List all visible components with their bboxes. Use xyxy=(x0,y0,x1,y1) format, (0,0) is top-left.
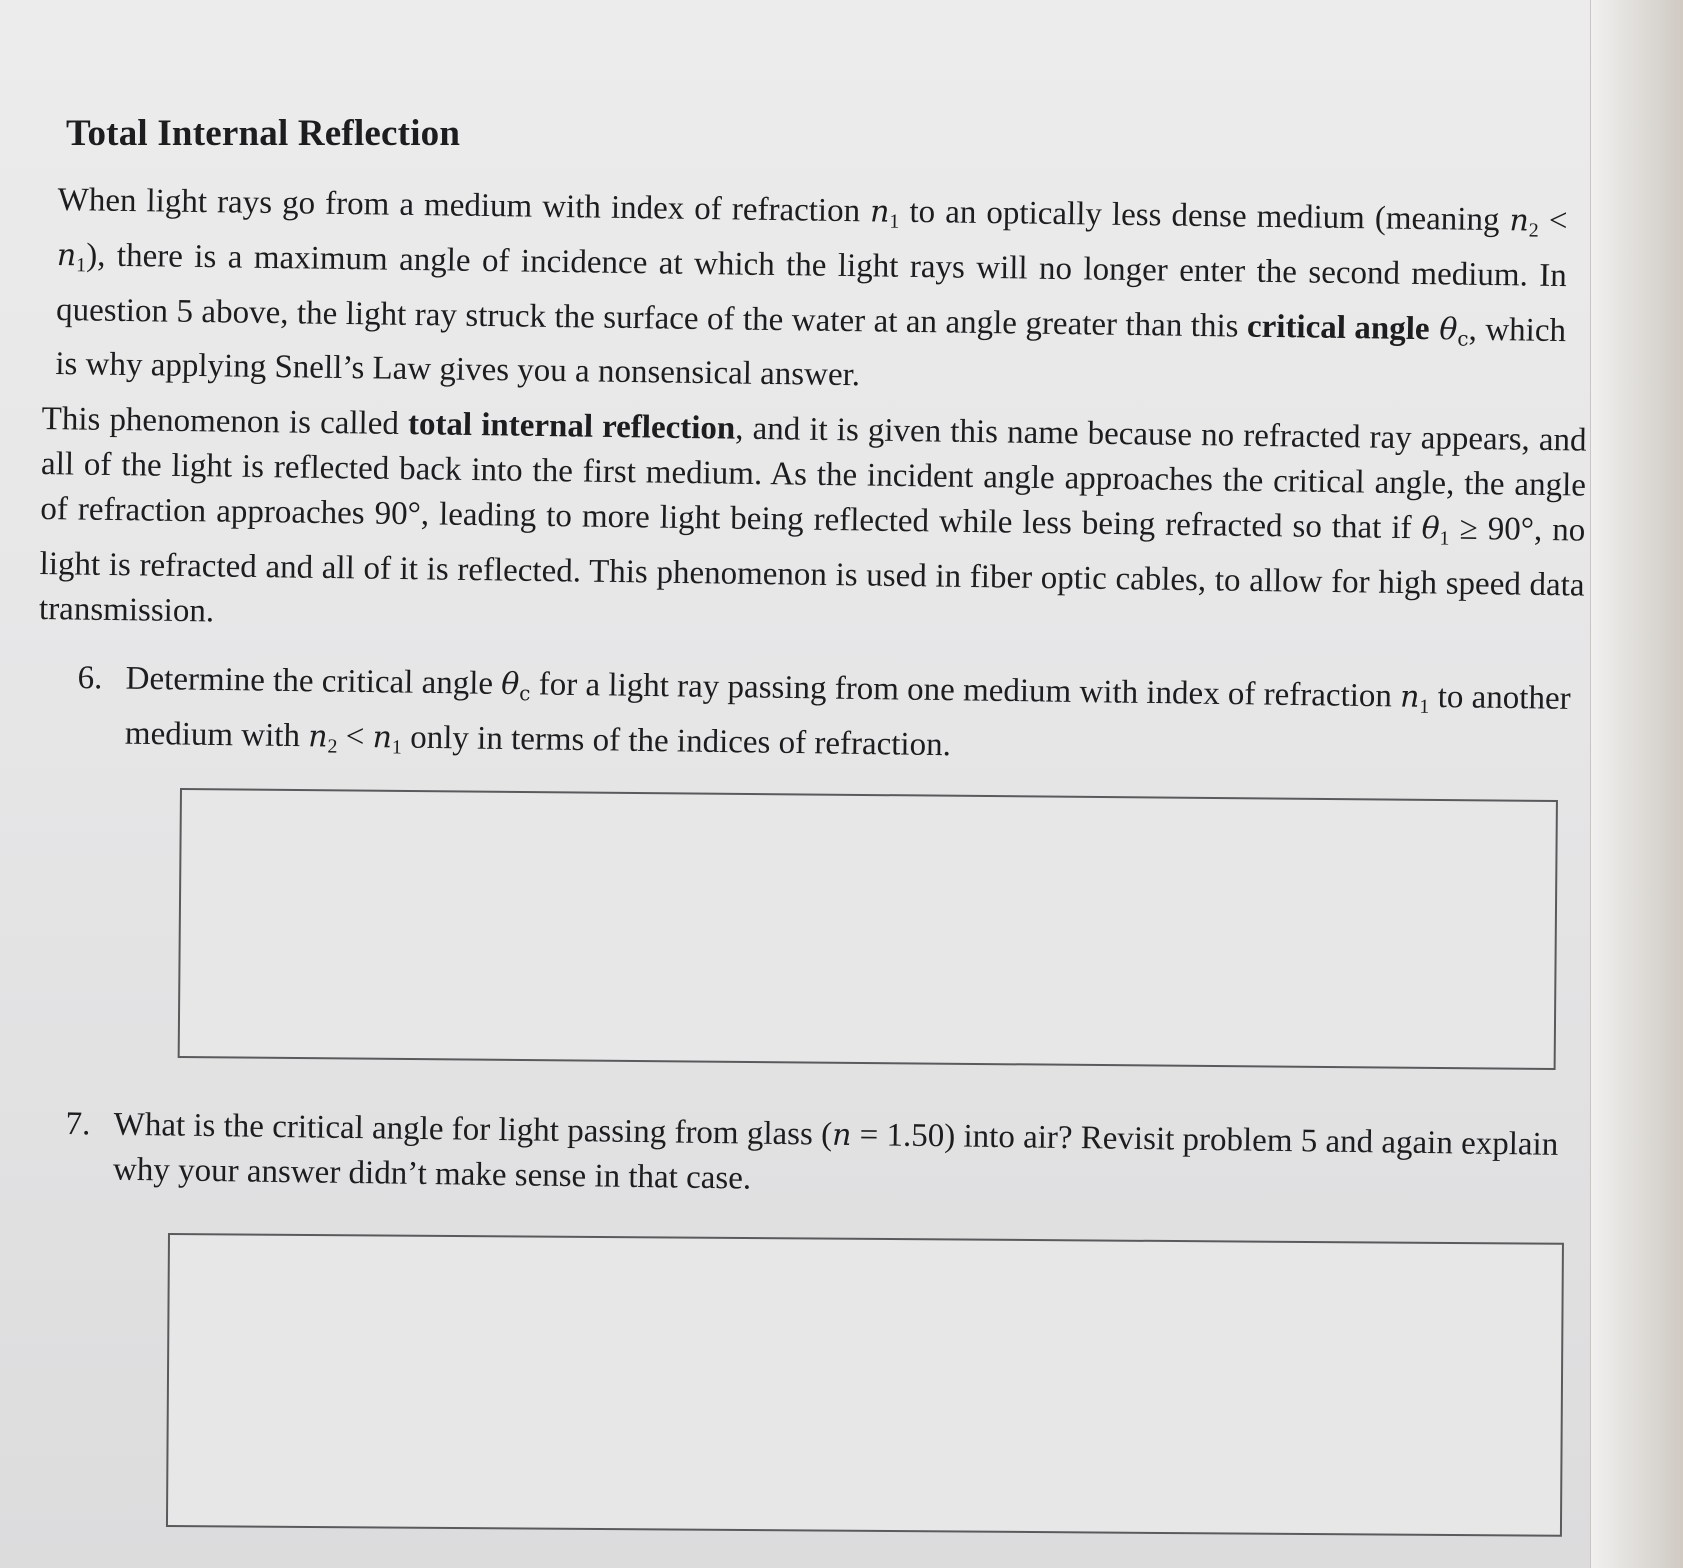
less-than-sign: < xyxy=(1538,202,1568,240)
q6-text-4: only in terms of the indices of refraction. xyxy=(401,719,952,764)
less-than-sign: < xyxy=(337,718,373,756)
p2-text-1: This phenomenon is called xyxy=(41,400,409,443)
question-7 xyxy=(65,1102,1611,1214)
theta-c-subscript: c xyxy=(1457,326,1469,351)
n1-symbol: n xyxy=(56,237,77,274)
n1-subscript: 1 xyxy=(889,210,900,233)
p2-text-3: ≥ 90°, no light is refracted and all of it is reflected. This phenomenon is used in fiber optic cables, to allow for high speed data transmission. xyxy=(38,510,1586,630)
q7-text-2: = 1.50) into air? Revisit problem 5 and again explain why your answer didn’t make sense in that case. xyxy=(112,1116,1559,1197)
p2-text-2: , and it is given this name because no refracted ray appears, and all of the light is reflected back into the first medium. As the incident angle approaches the critical angle, the angle of refraction approaches 90°, leading to more light being reflected while less being refracted so that if xyxy=(40,410,1587,547)
question-number: 7. xyxy=(65,1105,91,1143)
n2-subscript: 2 xyxy=(1528,219,1539,242)
answer-box-question-6[interactable] xyxy=(178,788,1558,1070)
q7-text-1: What is the critical angle for light passing from glass ( xyxy=(113,1106,833,1153)
theta-1-symbol: θ xyxy=(1421,511,1440,547)
p1-text-4: , which is why applying Snell’s Law gives you a nonsensical answer. xyxy=(55,311,1567,394)
n1-subscript: 1 xyxy=(75,254,87,277)
n1-symbol: n xyxy=(1399,679,1420,715)
critical-angle-term: critical angle xyxy=(1246,308,1430,348)
theta-c-symbol: θ xyxy=(501,666,520,703)
n1-symbol: n xyxy=(372,720,393,756)
n2-symbol: n xyxy=(1509,203,1530,239)
theta-c-symbol: θ xyxy=(1429,312,1458,348)
answer-box-question-7[interactable] xyxy=(166,1233,1564,1537)
intro-paragraph xyxy=(55,178,1568,408)
q6-text-1: Determine the critical angle xyxy=(125,660,502,702)
next-page-edge xyxy=(1590,0,1683,1568)
n1-subscript: 1 xyxy=(391,736,403,759)
n-symbol: n xyxy=(831,1117,852,1153)
p1-text-3: ), there is a maximum angle of incidence at which the light rays will no longer enter the second medium. In question 5 above, the light ray struck the surface of the water at an angle greater than this xyxy=(55,237,1568,345)
q6-text-3: to another medium with xyxy=(124,678,1571,755)
p1-text-1: When light rays go from a medium with index of refraction xyxy=(57,181,871,230)
tir-paragraph xyxy=(39,397,1587,654)
question-text xyxy=(113,1103,1611,1214)
p1-text-2: to an optically less dense medium (meaning xyxy=(899,193,1510,239)
question-6 xyxy=(76,656,1592,787)
q6-text-2: for a light ray passing from one medium with index of refraction xyxy=(530,666,1401,715)
n1-symbol: n xyxy=(869,194,890,230)
question-text xyxy=(124,657,1592,787)
question-number: 6. xyxy=(77,659,103,697)
theta-1-subscript: 1 xyxy=(1439,527,1450,550)
n2-subscript: 2 xyxy=(327,735,338,758)
tir-term: total internal reflection xyxy=(407,406,736,447)
section-heading: Total Internal Reflection xyxy=(66,113,461,154)
n2-symbol: n xyxy=(307,719,328,755)
n1-subscript: 1 xyxy=(1419,695,1430,718)
theta-c-subscript: c xyxy=(519,681,531,706)
